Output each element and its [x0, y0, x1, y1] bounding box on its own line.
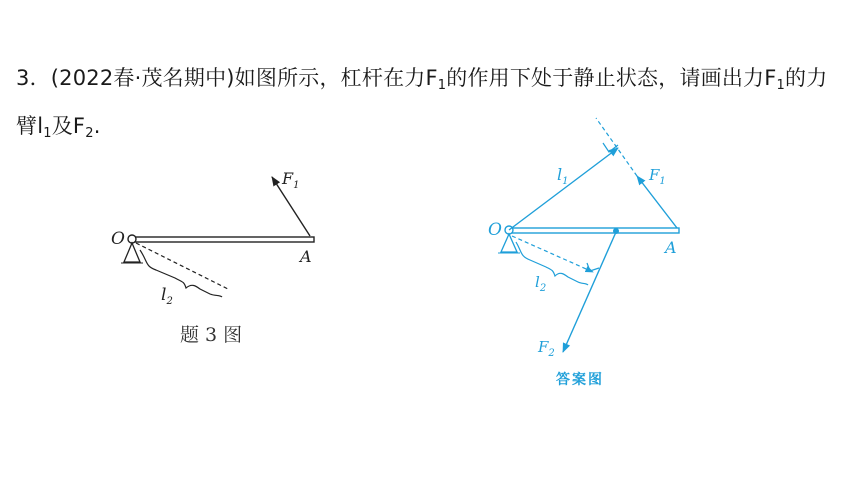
- answer-force-f2-arrow: [563, 232, 616, 352]
- right-angle-mark-l2: [587, 263, 599, 271]
- answer-lever-arm-l2-dashed: [512, 236, 593, 272]
- f2-application-point: [614, 229, 619, 234]
- question-number: 3: [16, 66, 30, 90]
- label-f1-right: $F_1$: [649, 166, 666, 187]
- label-f2-right: $F_2$: [538, 338, 555, 359]
- label-l2-right: $l_2$: [535, 273, 547, 294]
- label-o-left: O: [111, 229, 125, 249]
- label-l2-left: $l_2$: [161, 285, 173, 307]
- lever-bar: [132, 237, 314, 242]
- fulcrum-triangle: [124, 243, 140, 262]
- label-o-right: O: [488, 220, 502, 240]
- answer-l2-brace: [516, 242, 588, 285]
- question-source: (2022春·茂名期中): [50, 66, 235, 90]
- l2-brace: [140, 250, 222, 297]
- question-text: 3．(2022春·茂名期中)如图所示，杠杆在力$F_1$的作用下处于静止状态，请画出力$F_1$的力臂$l_1$及$F_2$.: [16, 66, 828, 141]
- answer-figure: [498, 118, 679, 352]
- label-a-right: A: [665, 238, 677, 257]
- answer-figure-caption: 答案图: [556, 372, 604, 388]
- right-angle-mark-l1: [603, 143, 618, 152]
- question-figure: [121, 177, 314, 297]
- answer-lever-bar: [509, 228, 679, 233]
- f1-line-extension: [596, 118, 637, 176]
- label-l1-right: $l_1$: [557, 165, 569, 187]
- label-f1-left: $F_1$: [282, 169, 300, 191]
- lever-arm-l1: [509, 148, 618, 230]
- question-figure-caption: 题 3 图: [180, 324, 243, 346]
- label-a-left: A: [300, 247, 312, 266]
